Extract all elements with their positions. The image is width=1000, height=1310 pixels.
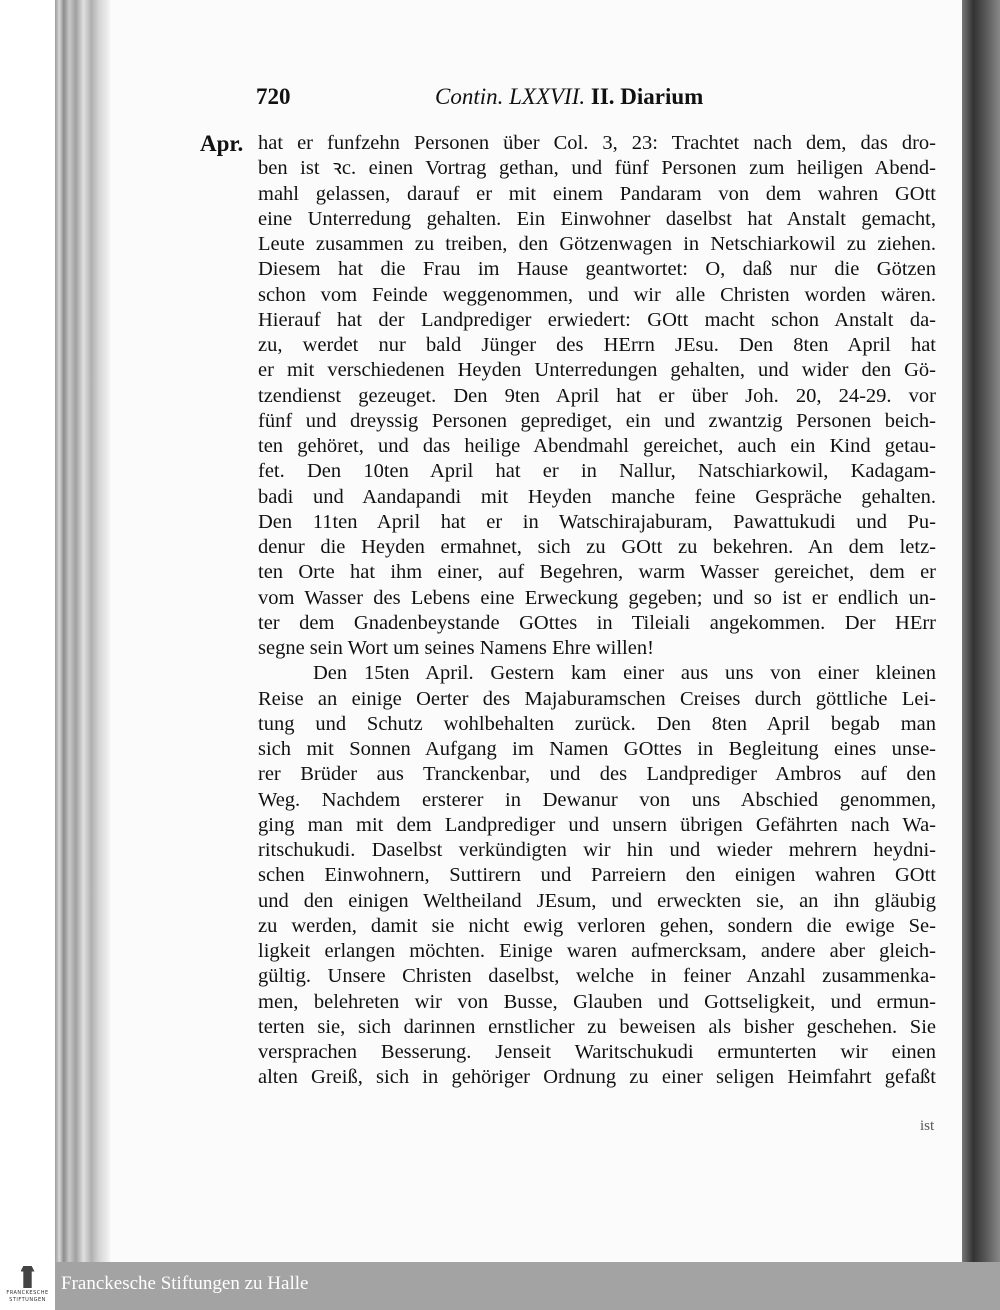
text-line: Den 11ten April hat er in Watschirajaburam, Pawattukudi und Pu-: [258, 510, 936, 533]
running-head-continuation: Contin. LXXVII.: [435, 84, 586, 109]
text-line: Weg. Nachdem ersterer in Dewanur von uns Abschied genommen,: [258, 788, 936, 811]
text-line: fünf und dreyssig Personen geprediget, ein und zwantzig Personen beich-: [258, 409, 936, 432]
text-line: Diesem hat die Frau im Hause geantwortet: O, daß nur die Götzen: [258, 258, 936, 281]
text-line: alten Greiß, sich in gehöriger Ordnung zu einer seligen Heimfahrt gefaßt: [258, 1066, 936, 1089]
text-line: fet. Den 10ten April hat er in Nallur, Natschiarkowil, Kadagam-: [258, 460, 936, 483]
text-line: sich mit Sonnen Aufgang im Namen GOttes in Begleitung eines unse-: [258, 738, 936, 760]
text-line: segne sein Wort um seines Namens Ehre willen!: [258, 637, 654, 659]
text-line: Hierauf hat der Landprediger erwiedert: GOtt macht schon Anstalt da-: [258, 308, 936, 331]
catchword: ist: [920, 1118, 935, 1134]
book-spine-edge: [55, 0, 110, 1262]
text-line: zu werden, damit sie nicht ewig verloren gehen, sondern die ewige Se-: [258, 914, 936, 937]
text-line: ten Orte hat ihm einer, auf Begehren, warm Wasser gereichet, dem er: [258, 561, 936, 584]
text-line: ritschukudi. Daselbst verkündigten wir hin und wieder mehrern heydni-: [258, 839, 936, 861]
page-right-edge: [962, 0, 1000, 1262]
logo-icon: [21, 1266, 35, 1288]
text-line: rer Brüder aus Tranckenbar, und des Landprediger Ambros auf den: [258, 763, 936, 786]
text-line: zu, werdet nur bald Jünger des HErrn JEsu. Den 8ten April hat: [258, 334, 936, 356]
running-head: [435, 84, 703, 110]
footer-institution-name: Franckesche Stiftungen zu Halle: [61, 1273, 309, 1294]
text-line: schon vom Feinde weggenommen, und wir alle Christen worden wären.: [258, 283, 936, 306]
logo-text: FRANCKESCHE STIFTUNGEN: [6, 1290, 49, 1303]
text-line: tung und Schutz wohlbehalten zurück. Den 8ten April begab man: [258, 712, 936, 735]
text-line: badi und Aandapandi mit Heyden manche feine Gespräche gehalten.: [258, 485, 936, 508]
text-line: schen Einwohnern, Suttirern und Parreiern den einigen wahren GOtt: [258, 864, 936, 887]
text-line: ging man mit dem Landprediger und unsern übrigen Gefährten nach Wa-: [258, 813, 936, 836]
text-line: mahl gelassen, darauf er mit einem Pandaram von dem wahren GOtt: [258, 182, 936, 205]
page-number: 720: [256, 84, 291, 109]
page-header: [230, 84, 770, 114]
text-line: vom Wasser des Lebens eine Erweckung gegeben; und so ist er endlich un-: [258, 586, 936, 609]
text-line: Den 15ten April. Gestern kam einer aus uns von einer kleinen: [313, 662, 936, 685]
text-line: tzendienst gezeuget. Den 9ten April hat er über Joh. 20, 24-29. vor: [258, 384, 936, 407]
text-line: ten gehöret, und das heilige Abendmahl gereichet, auch ein Kind getau-: [258, 435, 936, 457]
text-line: denur die Heyden ermahnet, sich zu GOtt zu bekehren. An dem letz-: [258, 536, 936, 558]
footer-bar: [55, 1262, 1000, 1310]
body-text: [258, 131, 936, 1091]
text-line: gültig. Unsere Christen daselbst, welche in feiner Anzahl zusammenka-: [258, 965, 936, 988]
text-line: hat er funfzehn Personen über Col. 3, 23: Trachtet nach dem, das dro-: [258, 132, 936, 154]
text-line: ter dem Gnadenbeystande GOttes in Tileiali angekommen. Der HErr: [258, 611, 936, 634]
running-head-title: II. Diarium: [590, 84, 704, 109]
institution-logo: [0, 1262, 55, 1310]
margin-note: Apr.: [200, 131, 244, 156]
text-line: er mit verschiedenen Heyden Unterredungen gehalten, und wider den Gö-: [258, 359, 936, 382]
text-line: men, belehreten wir von Busse, Glauben und Gottseligkeit, und ermun-: [258, 990, 936, 1013]
text-line: ben ist ꝛc. einen Vortrag gethan, und fünf Personen zum heiligen Abend-: [258, 157, 936, 180]
text-line: Reise an einige Oerter des Majaburamschen Creises durch göttliche Lei-: [258, 687, 936, 710]
text-line: und den einigen Weltheiland JEsum, und erweckten sie, an ihn gläubig: [258, 889, 936, 912]
text-line: eine Unterredung gehalten. Ein Einwohner daselbst hat Anstalt gemacht,: [258, 207, 936, 230]
text-line: Leute zusammen zu treiben, den Götzenwagen in Netschiarkowil zu ziehen.: [258, 233, 936, 255]
text-line: versprachen Besserung. Jenseit Waritschukudi ermunterten wir einen: [258, 1041, 936, 1063]
text-line: ligkeit erlangen möchten. Einige waren aufmercksam, andere aber gleich-: [258, 940, 936, 962]
text-line: terten sie, sich darinnen ernstlicher zu beweisen als bisher geschehen. Sie: [258, 1015, 936, 1038]
